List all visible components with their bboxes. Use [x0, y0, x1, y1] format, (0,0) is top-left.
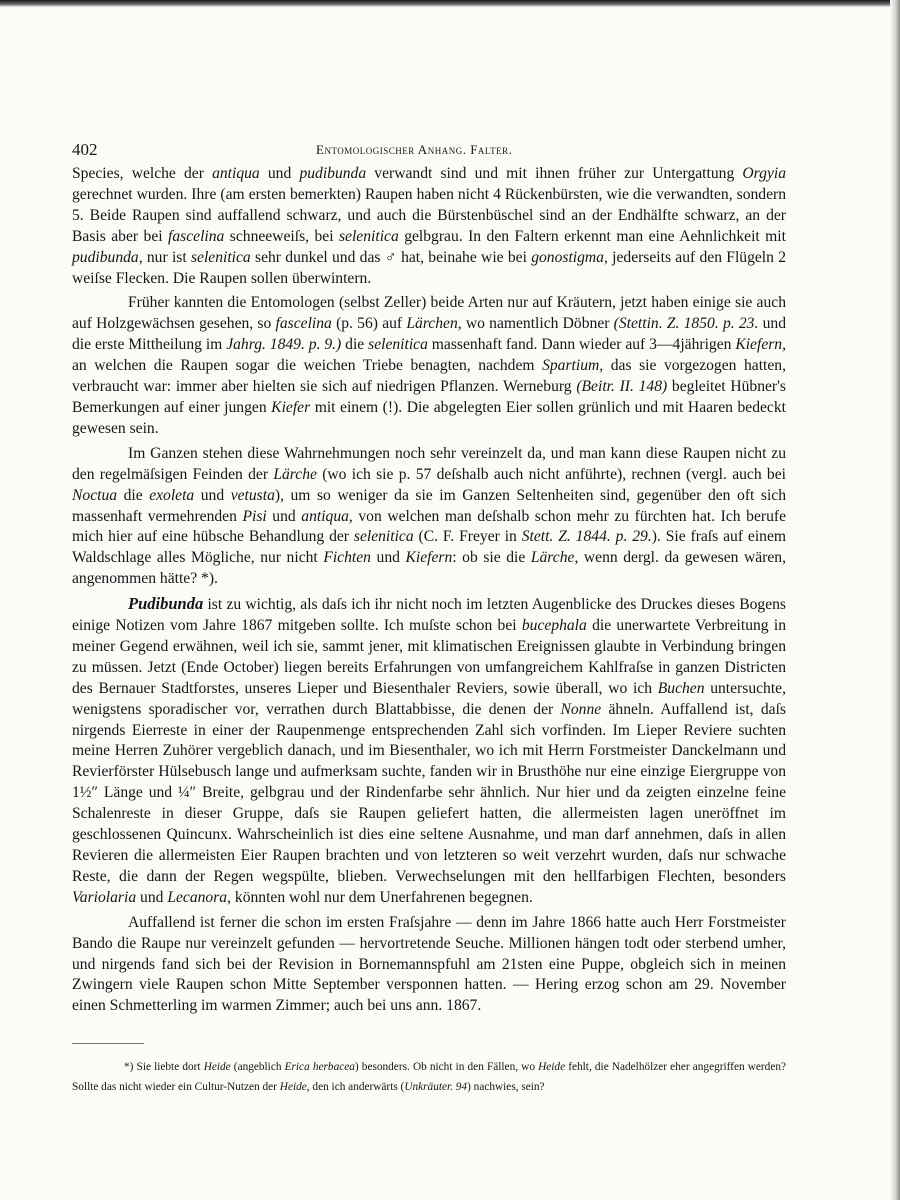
- text-run: und: [136, 888, 168, 906]
- page-number: 402: [72, 140, 98, 159]
- text-run: (angeblich: [230, 1061, 285, 1074]
- paragraph: [72, 293, 786, 439]
- italic-term: Buchen: [657, 679, 705, 697]
- italic-term: vetusta: [230, 486, 275, 504]
- text-run: und: [370, 549, 406, 567]
- italic-term: antiqua: [301, 507, 349, 525]
- text-run: , könnten wohl nur dem Unerfahrenen begegnen.: [227, 888, 533, 906]
- italic-term: Kiefern: [405, 549, 453, 567]
- text-run: *) Sie liebte dort: [124, 1061, 204, 1074]
- text-run: Früher kannten die Entomologen (selbst Zeller) beide Arten nur auf Kräutern, jetzt haben einige sie auch auf Holzgewächsen gesehen, so: [72, 294, 786, 333]
- running-head: Entomologischer Anhang. Falter.: [316, 142, 513, 157]
- italic-term: Orgyia: [742, 165, 787, 182]
- italic-term: Spartium,: [542, 357, 604, 375]
- page-header: [72, 140, 786, 164]
- text-run: an welchen die Raupen sogar die weichen Triebe benagten, nachdem: [72, 357, 543, 375]
- italic-term: Nonne: [560, 700, 602, 718]
- text-run: die: [341, 336, 369, 354]
- italic-term: Unkräuter. 94: [404, 1080, 468, 1093]
- text-run: schneeweiſs, bei: [224, 227, 339, 245]
- text-run: begleitet Hübner's Bemerkungen auf einer jungen: [72, 378, 786, 416]
- text-run: und: [194, 486, 231, 504]
- text-run: gelbgrau. In den Faltern erkennt man eine Aehnlichkeit mit: [398, 227, 786, 245]
- text-run: sehr dunkel und das ♂ hat, beinahe wie bei: [250, 248, 532, 266]
- italic-term: Variolaria: [72, 888, 137, 906]
- paragraph: [72, 444, 786, 590]
- footnote: [72, 1058, 786, 1097]
- italic-term: bucephala: [521, 617, 587, 635]
- text-run: , wenn dergl. da gewesen wären, angenommen hätte? *).: [72, 549, 786, 588]
- italic-term: selenitica: [338, 227, 399, 245]
- italic-term: Heide: [279, 1080, 307, 1093]
- text-run: Auffallend ist ferner die schon im ersten Fraſsjahre — denn im Jahre 1866 hatte auch Herr Forstmeister Bando die Raupe nur vereinzelt gefunden — hervortretende Seuche. Millionen hängen todt oder sterbend umher, und nirgends fand sich bei der Revision in Bornemannspfuhl am 21sten eine Puppe, obgleich sich in meinen Zwingern viele Raupen schon Mitte September versponnen hatten. — Hering erzog schon am 29. November einen Schmetterling im warmen Zimmer; auch bei uns ann. 1867.: [72, 913, 786, 1015]
- text-run: Im Ganzen stehen diese Wahrnehmungen noch sehr vereinzelt da, und man kann diese Raupen nicht zu den regelmäſsigen Feinden der: [72, 444, 786, 483]
- italic-term: selenitica: [368, 336, 428, 354]
- text-run: , jederseits auf den Flügeln 2 weiſse Flecken. Die Raupen sollen überwintern.: [72, 248, 787, 287]
- italic-term: Lecanora: [167, 888, 228, 906]
- text-run: , den ich anderwärts (: [306, 1080, 405, 1093]
- italic-term: Lärche: [273, 465, 317, 483]
- book-page: [72, 140, 786, 1097]
- text-run: ist zu wichtig, als daſs ich ihr nicht noch im letzten Augenblicke des Druckes dieses Bogens einige Notizen vom Jahre 1867 mitgeben sollte. Ich muſste schon bei: [72, 596, 786, 635]
- text-run: : ob sie die: [452, 549, 531, 567]
- footnote-divider: [72, 1043, 144, 1044]
- italic-term: exoleta: [149, 486, 195, 504]
- italic-term: antiqua: [212, 165, 260, 182]
- text-run: ähneln. Auffallend ist, daſs nirgends Eierreste in einer der Raupenmenge entsprechenden Zahl sich vorfinden. Im Lieper Reviere suchten meine Herren Zuhörer vergeblich danach, und im Biesenthaler, wo ich mit Herrn Forstmeister Danckelmann und Revierförster Hülsebusch lange und aufmerksam suchte, fanden wir in Brusthöhe nur eine einzige Eiergruppe von 1½″ Länge und ¼″ Breite, gelbgrau und der Rindenfarbe sehr ähnlich. Nur hier und da zeigten einzelne feine Schalenreste in dieser Gruppe, daſs sie Raupen geliefert hatten, die allermeisten lagen uneröffnet im geschlossenen Quincunx. Wahrscheinlich ist dies eine seltene Ausnahme, und man darf annehmen, daſs in allen Revieren die allermeisten Eier Raupen brachten und von letzteren so weit verzehrt wurden, daſs nur schwache Reste, die dann der Regen wegspülte, blieben. Verwechselungen mit den hellfarbigen Flechten, besonders: [72, 700, 786, 885]
- paragraph: [72, 913, 786, 1018]
- italic-term: Kiefer: [271, 398, 311, 416]
- text-run: ) nachwies, sein?: [467, 1080, 545, 1093]
- text-run: ) besonders. Ob nicht in den Fällen, wo: [354, 1061, 539, 1074]
- italic-term: (Beitr. II. 148): [576, 378, 668, 396]
- text-run: Species, welche der: [72, 165, 213, 182]
- italic-term: fascelina: [168, 227, 225, 245]
- italic-term: (Stettin. Z. 1850. p. 23.: [613, 315, 759, 333]
- text-run: massenhaft fand. Dann wieder auf 3—4jährigen: [427, 336, 736, 354]
- text-run: und: [266, 507, 302, 525]
- text-run: und die erste Mittheilung im: [72, 315, 786, 354]
- text-run: fehlt, die Nadelhölzer eher angegriffen werden? Sollte das nicht wieder ein Cultur-Nutzen der: [72, 1061, 787, 1093]
- italic-term: Erica herbacea: [284, 1061, 355, 1074]
- scan-edge-top: [0, 0, 900, 7]
- text-run: , von welchen man deſshalb schon mehr zu fürchten hat. Ich berufe mich hier auf eine hübsche Behandlung der: [72, 507, 786, 546]
- italic-term: Pisi: [242, 507, 267, 525]
- text-run: (p. 56) auf: [331, 315, 407, 333]
- italic-term: Kiefern,: [735, 336, 787, 354]
- text-run: die unerwartete Verbreitung in meiner Gegend erwähnen, weil ich sie, sammt jener, mit klimatischen Ereignissen glaubte in Verbindung bringen zu müssen. Jetzt (Ende October) liegen bereits Erfahrungen von umfangreichem Kahlfraſse in ganzen Districten des Bernauer Stadtforstes, unseres Lieper und Biesenthaler Reviers, sowie überall, wo ich: [72, 617, 786, 697]
- text-run: (C. F. Freyer in: [413, 528, 522, 546]
- paragraph: [72, 594, 786, 909]
- italic-term: pudibunda: [299, 165, 367, 182]
- lead-term: Pudibunda: [128, 594, 204, 614]
- text-run: verwandt sind und mit ihnen früher zur Untergattung: [366, 165, 743, 182]
- italic-term: fascelina: [275, 315, 332, 333]
- italic-term: Lärchen: [406, 315, 458, 333]
- text-run: die: [117, 486, 150, 504]
- italic-term: Lärche: [530, 549, 575, 567]
- italic-term: Noctua: [72, 486, 118, 504]
- paragraph: [72, 164, 786, 289]
- italic-term: selenitica: [190, 248, 251, 266]
- text-run: nur ist: [142, 248, 191, 266]
- italic-term: Heide: [203, 1061, 231, 1074]
- italic-term: Heide: [538, 1061, 566, 1074]
- text-run: untersuchte, wenigstens sporadischer vor, verrathen durch Blattabbisse, die denen der: [72, 679, 786, 718]
- text-run: das sie vorgezogen hatten, verbraucht war: immer aber hielten sie sich auf niedrigen Pflanzen. Werneburg: [72, 357, 786, 396]
- body-text: [72, 164, 786, 1017]
- italic-term: Fichten: [323, 549, 371, 567]
- italic-term: selenitica: [353, 528, 414, 546]
- scan-edge-right: [890, 0, 900, 1200]
- text-run: und: [259, 165, 300, 182]
- text-run: , wo namentlich Döbner: [457, 315, 614, 333]
- italic-term: pudibunda,: [72, 248, 143, 266]
- text-run: (wo ich sie p. 57 deſshalb auch nicht anführte), rechnen (vergl. auch bei: [316, 465, 786, 483]
- text-run: mit einem (!). Die abgelegten Eier sollen grünlich und mit Haaren bedeckt gewesen sein.: [72, 398, 786, 437]
- italic-term: Stett. Z. 1844. p. 29.: [521, 528, 652, 546]
- text-run: ), um so weniger da sie im Ganzen Seltenheiten sind, gegenüber den oft sich massenhaft vermehrenden: [72, 486, 787, 525]
- text-run: gerechnet wurden. Ihre (am ersten bemerkten) Raupen haben nicht 4 Rückenbürsten, wie die verwandten, sondern 5. Beide Raupen sind auffallend schwarz, und auch die Bürstenbüschel sind an der Endhälfte schwarz, an der Basis aber bei: [72, 185, 786, 245]
- text-run: ). Sie fraſs auf einem Waldschlage alles Mögliche, nur nicht: [72, 528, 786, 567]
- italic-term: gonostigma: [531, 248, 604, 266]
- italic-term: Jahrg. 1849. p. 9.): [226, 336, 342, 354]
- footnote-text: [72, 1058, 786, 1097]
